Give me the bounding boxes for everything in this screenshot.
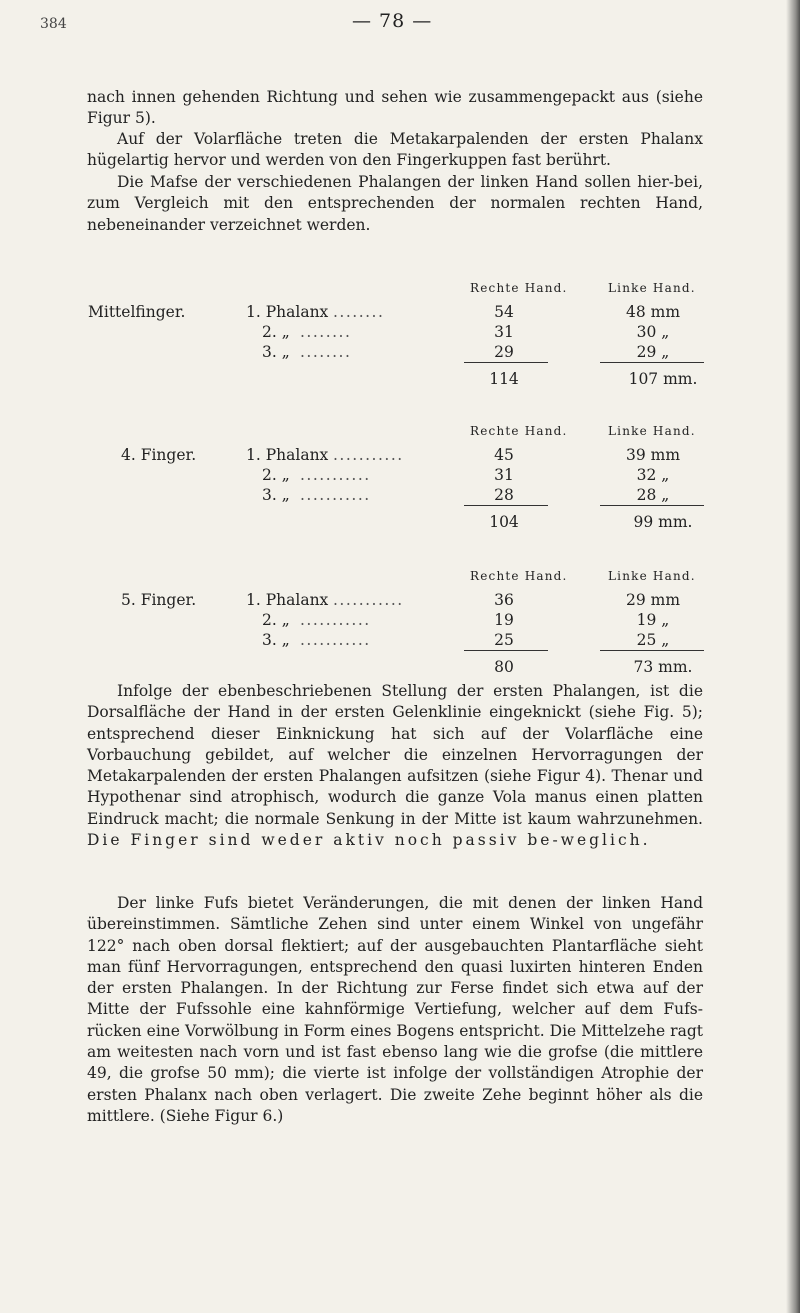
left-hand-value: 39 mm [625,446,681,464]
finger-label: 5. Finger. [121,591,197,609]
sum-rule-left [600,362,704,363]
phalanx-label: 2. „ [262,323,290,341]
leader-dots: ........ [333,303,385,321]
left-hand-value: 30 „ [636,323,670,341]
col-header-right: Rechte Hand. [470,281,568,295]
sum-rule-right [464,505,548,506]
paragraph-3: Die Mafse der verschiedenen Phalangen der linken Hand sollen hier-bei, zum Vergleich mit den entsprechenden der normalen rechten Hand, nebeneinander verzeichnet werden. [87,173,703,234]
leader-dots: ........ [300,323,352,341]
finger-label: 4. Finger. [121,446,197,464]
left-hand-value: 29 mm [625,591,681,609]
paragraph-4-text: Infolge der ebenbeschriebenen Stellung der ersten Phalangen, ist die Dorsalfläche der Hand in der ersten Gelenklinie eingeknickt (siehe Fig. 5); entsprechend dieser Einknickung hat sich auf der Volarfläche eine Vorbauchung gebildet, auf welcher die einzelnen Hervorragungen der Metakarpalenden der ersten Phalangen aufsitzen (siehe Figur 4). Thenar und Hypothenar sind atrophisch, wodurch die ganze Vola manus einen platten Eindruck macht; die normale Senkung in der Mitte ist kaum wahrzunehmen. [87,682,703,828]
right-hand-value: 29 [494,343,514,361]
left-hand-total: 107 mm. [628,370,698,388]
right-hand-value: 54 [494,303,514,321]
leader-dots: ........... [300,611,371,629]
leader-dots: ........... [300,486,371,504]
left-hand-value: 48 mm [625,303,681,321]
left-hand-value: 32 „ [636,466,670,484]
left-hand-value: 28 „ [636,486,670,504]
paragraph-1: nach innen gehenden Richtung und sehen wie zusammengepackt aus (siehe Figur 5). [87,88,703,128]
phalanx-label: 1. Phalanx [246,446,329,464]
paragraph-5: Der linke Fufs bietet Veränderungen, die mit denen der linken Hand übereinstimmen. Sämtliche Zehen sind unter einem Winkel von ungefähr 122° nach oben dorsal flektiert; auf der ausgebauchten Plantarfläche sieht man fünf Hervorragungen, entsprechend den quasi luxirten hinteren Enden der ersten Phalangen. In der Richtung zur Ferse findet sich etwa auf der Mitte der Fufssohle eine kahnförmige Vertiefung, welcher auf dem Fufs-rücken eine Vorwölbung in Form eines Bogens entspricht. Die Mittelzehe ragt am weitesten nach vorn und ist fast ebenso lang wie die grofse (die mittlere 49, die grofse 50 mm); die vierte ist infolge der vollständigen Atrophie der ersten Phalanx nach oben verlagert. Die zweite Zehe beginnt höher als die mittlere. (Siehe Figur 6.) [87,894,703,1125]
scan-shadow-edge [786,0,800,1313]
right-hand-value: 28 [494,486,514,504]
right-hand-value: 36 [494,591,514,609]
col-header-left: Linke Hand. [608,424,696,438]
leader-dots: ........... [333,446,404,464]
sum-rule-right [464,362,548,363]
paragraph-4 [87,681,703,851]
left-hand-total: 73 mm. [633,658,693,676]
right-hand-value: 25 [494,631,514,649]
archive-stamp: 384 [40,16,67,32]
page-number: — 78 — [352,10,433,32]
right-hand-value: 31 [494,466,514,484]
right-hand-value: 19 [494,611,514,629]
right-hand-total: 114 [489,370,519,388]
leader-dots: ........... [300,466,371,484]
left-hand-value: 25 „ [636,631,670,649]
leader-dots: ........... [333,591,404,609]
leader-dots: ........ [300,343,352,361]
col-header-left: Linke Hand. [608,281,696,295]
right-hand-total: 80 [494,658,514,676]
left-hand-value: 19 „ [636,611,670,629]
left-hand-total: 99 mm. [633,513,693,531]
phalanx-label: 2. „ [262,466,290,484]
phalanx-label: 2. „ [262,611,290,629]
paragraph-2: Auf der Volarfläche treten die Metakarpalenden der ersten Phalanx hügelartig hervor und werden von den Fingerkuppen fast berührt. [87,130,703,170]
phalanx-label: 3. „ [262,343,290,361]
leader-dots: ........... [300,631,371,649]
right-hand-total: 104 [489,513,519,531]
paragraph-4-emphasis: Die Finger sind weder aktiv noch passiv be-weglich. [87,831,651,850]
phalanx-label: 1. Phalanx [246,591,329,609]
sum-rule-right [464,650,548,651]
finger-label: Mittelfinger. [88,303,186,321]
sum-rule-left [600,650,704,651]
right-hand-value: 45 [494,446,514,464]
col-header-right: Rechte Hand. [470,569,568,583]
phalanx-label: 3. „ [262,631,290,649]
left-hand-value: 29 „ [636,343,670,361]
right-hand-value: 31 [494,323,514,341]
col-header-left: Linke Hand. [608,569,696,583]
phalanx-label: 3. „ [262,486,290,504]
col-header-right: Rechte Hand. [470,424,568,438]
sum-rule-left [600,505,704,506]
phalanx-label: 1. Phalanx [246,303,329,321]
